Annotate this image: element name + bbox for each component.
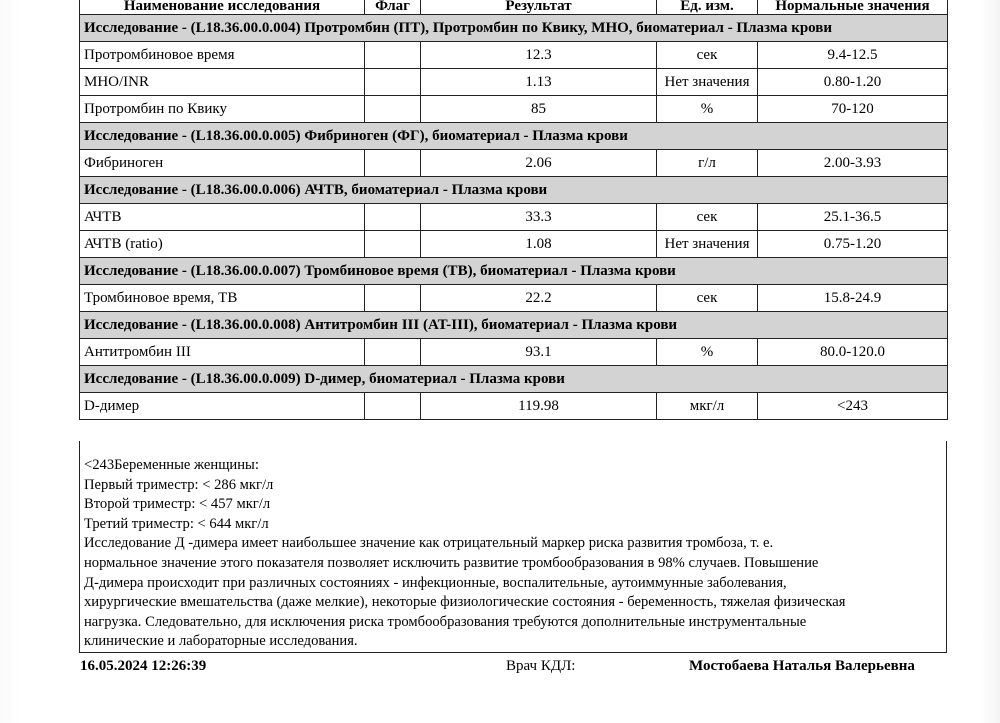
note-line: Третий триместр: < 644 мкг/л (84, 515, 269, 532)
test-unit: Нет значения (657, 69, 758, 96)
test-unit: Нет значения (657, 231, 758, 258)
table-row (80, 339, 948, 366)
section-header-row (80, 366, 948, 393)
section-header-row (80, 258, 948, 285)
test-name: Антитромбин III (80, 339, 365, 366)
test-normal: 9.4-12.5 (758, 42, 948, 69)
report-datetime: 16.05.2024 12:26:39 (80, 658, 207, 674)
test-flag (365, 231, 421, 258)
header-flag: Флаг (365, 0, 421, 15)
table-row (80, 42, 948, 69)
test-name: Фибриноген (80, 150, 365, 177)
test-name: АЧТВ (80, 204, 365, 231)
section-title: Исследование - (L18.36.00.0.004) Протромбин (ПТ), Протромбин по Квику, МНО, биоматериал - Плазма крови (80, 15, 948, 42)
test-unit: % (657, 96, 758, 123)
test-result: 12.3 (421, 42, 657, 69)
test-flag (365, 42, 421, 69)
header-normal: Нормальные значения (758, 0, 948, 15)
test-normal: <243 (758, 393, 948, 420)
test-name: Протромбиновое время (80, 42, 365, 69)
section-title: Исследование - (L18.36.00.0.006) АЧТВ, биоматериал - Плазма крови (80, 177, 948, 204)
table-row (80, 204, 948, 231)
section-header-row (80, 312, 948, 339)
note-line: <243Беременные женщины: (84, 457, 259, 473)
test-result: 85 (421, 96, 657, 123)
table-row (80, 231, 948, 258)
note-line: нагрузка. Следовательно, для исключения риска тромбообразования требуются дополнительные инструментальные (84, 613, 807, 630)
test-normal: 2.00-3.93 (758, 150, 948, 177)
test-name: МНО/INR (80, 69, 365, 96)
table-row (80, 150, 948, 177)
doctor-name: Мостобаева Наталья Валерьевна (689, 658, 915, 674)
test-unit: сек (657, 42, 758, 69)
note-line: хирургические вмешательства (даже мелкие), некоторые физиологические состояния - беременность, тяжелая физическая (84, 594, 846, 611)
test-flag (365, 204, 421, 231)
section-title: Исследование - (L18.36.00.0.008) Антитромбин III (AT-III), биоматериал - Плазма крови (80, 312, 948, 339)
test-result: 22.2 (421, 285, 657, 312)
section-title: Исследование - (L18.36.00.0.005) Фибриноген (ФГ), биоматериал - Плазма крови (80, 123, 948, 150)
note-line: Д-димера происходит при различных состояниях - инфекционные, воспалительные, аутоиммунные заболевания, (84, 574, 787, 591)
test-normal: 0.75-1.20 (758, 231, 948, 258)
note-line: нормальное значение этого показателя позволяет исключить развитие тромбообразования в 98% случаев. Повышение (84, 554, 819, 571)
test-flag (365, 150, 421, 177)
test-result: 119.98 (421, 393, 657, 420)
test-flag (365, 393, 421, 420)
test-normal: 0.80-1.20 (758, 69, 948, 96)
table-header-row (80, 0, 948, 15)
table-row (80, 69, 948, 96)
test-flag (365, 285, 421, 312)
section-title: Исследование - (L18.36.00.0.009) D-димер, биоматериал - Плазма крови (80, 366, 948, 393)
table-row (80, 393, 948, 420)
section-header-row (80, 177, 948, 204)
test-result: 2.06 (421, 150, 657, 177)
test-normal: 80.0-120.0 (758, 339, 948, 366)
test-flag (365, 339, 421, 366)
test-result: 33.3 (421, 204, 657, 231)
test-result: 1.13 (421, 69, 657, 96)
test-name: Тромбиновое время, ТВ (80, 285, 365, 312)
test-flag (365, 69, 421, 96)
note-line: Исследование Д -димера имеет наибольшее значение как отрицательный маркер риска развития тромбоза, т. е. (84, 535, 774, 552)
header-result: Результат (421, 0, 657, 15)
test-unit: сек (657, 285, 758, 312)
doctor-label: Врач КДЛ: (506, 658, 576, 674)
header-name: Наименование исследования (80, 0, 365, 15)
test-normal: 70-120 (758, 96, 948, 123)
header-unit: Ед. изм. (657, 0, 758, 15)
section-title: Исследование - (L18.36.00.0.007) Тромбиновое время (ТВ), биоматериал - Плазма крови (80, 258, 948, 285)
test-name: Протромбин по Квику (80, 96, 365, 123)
test-normal: 15.8-24.9 (758, 285, 948, 312)
test-unit: мкг/л (657, 393, 758, 420)
table-row (80, 96, 948, 123)
note-line: Второй триместр: < 457 мкг/л (84, 496, 271, 513)
test-unit: % (657, 339, 758, 366)
test-unit: сек (657, 204, 758, 231)
test-result: 93.1 (421, 339, 657, 366)
section-header-row (80, 123, 948, 150)
report-footer (0, 658, 1000, 680)
note-line: Первый триместр: < 286 мкг/л (84, 476, 274, 493)
note-line: клинические и лабораторные исследования. (84, 633, 358, 650)
test-name: D-димер (80, 393, 365, 420)
test-flag (365, 96, 421, 123)
test-result: 1.08 (421, 231, 657, 258)
test-unit: г/л (657, 150, 758, 177)
test-name: АЧТВ (ratio) (80, 231, 365, 258)
section-header-row (80, 15, 948, 42)
table-row (80, 285, 948, 312)
test-normal: 25.1-36.5 (758, 204, 948, 231)
results-table (79, 0, 948, 420)
d-dimer-notes (79, 441, 947, 653)
